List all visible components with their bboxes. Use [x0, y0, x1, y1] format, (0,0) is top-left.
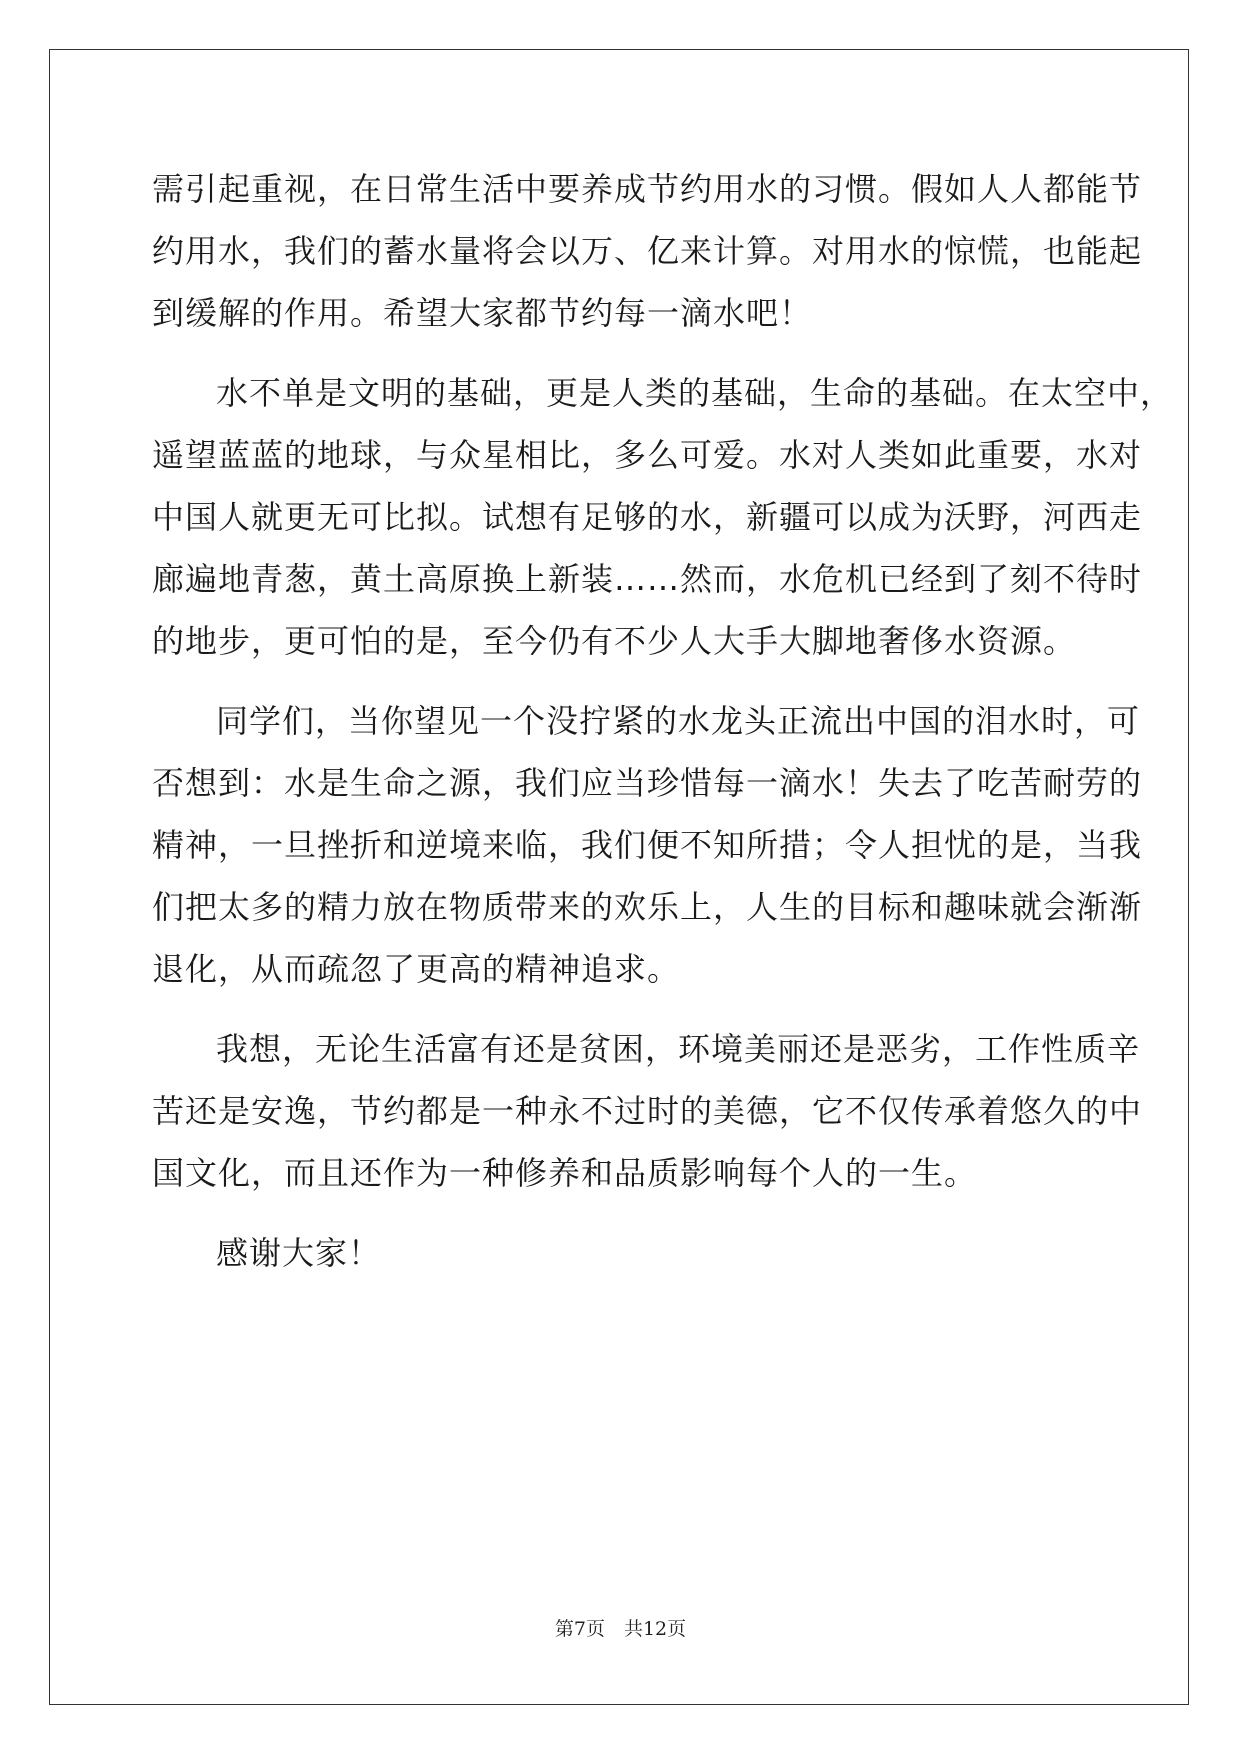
text-line: 们把太多的精力放在物质带来的欢乐上，人生的目标和趣味就会渐渐: [152, 888, 1143, 926]
text-line: 的地步，更可怕的是，至今仍有不少人大手大脚地奢侈水资源。: [152, 622, 1077, 660]
paragraph-4: [152, 1018, 1143, 1204]
paragraph-gap: [152, 1204, 1092, 1222]
text-line: 廊遍地青葱，黄土高原换上新装……然而，水危机已经到了刻不待时: [152, 560, 1143, 598]
text-line: 精神，一旦挫折和逆境来临，我们便不知所措；令人担忧的是，当我: [152, 826, 1143, 864]
text-line: 退化，从而疏忽了更高的精神追求。: [152, 950, 681, 988]
text-line: 水不单是文明的基础，更是人类的基础，生命的基础。在太空中，: [216, 374, 1174, 412]
text-line: 我想，无论生活富有还是贫困，环境美丽还是恶劣，工作性质辛: [216, 1030, 1141, 1068]
paragraph-gap: [152, 1000, 1092, 1018]
paragraph-gap: [152, 344, 1092, 362]
text-line: 同学们，当你望见一个没拧紧的水龙头正流出中国的泪水时，可: [216, 702, 1141, 740]
text-line: 遥望蓝蓝的地球，与众星相比，多么可爱。水对人类如此重要，水对: [152, 436, 1143, 474]
text-line: 苦还是安逸，节约都是一种永不过时的美德，它不仅传承着悠久的中: [152, 1092, 1143, 1130]
text-line: 需引起重视，在日常生活中要养成节约用水的习惯。假如人人都能节: [152, 170, 1143, 208]
paragraph-1: [152, 158, 1143, 344]
paragraph-5: [152, 1222, 1092, 1284]
page-number: 第7页 共12页: [554, 1618, 687, 1640]
text-line: 否想到：水是生命之源，我们应当珍惜每一滴水！失去了吃苦耐劳的: [152, 764, 1143, 802]
document-body: [152, 158, 1174, 1284]
text-line: 到缓解的作用。希望大家都节约每一滴水吧！: [152, 294, 813, 332]
text-line: 国文化，而且还作为一种修养和品质影响每个人的一生。: [152, 1154, 978, 1192]
text-line: 感谢大家！: [216, 1234, 382, 1272]
paragraph-gap: [152, 672, 1092, 690]
paragraph-2: [152, 362, 1174, 672]
text-line: 中国人就更无可比拟。试想有足够的水，新疆可以成为沃野，河西走: [152, 498, 1143, 536]
paragraph-3: [152, 690, 1143, 1000]
text-line: 约用水，我们的蓄水量将会以万、亿来计算。对用水的惊慌，也能起: [152, 232, 1143, 270]
